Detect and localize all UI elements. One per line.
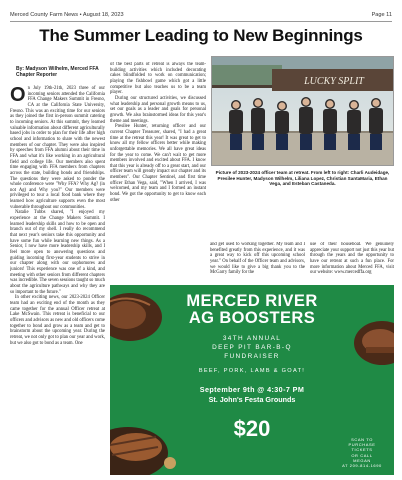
article-byline: By: Madyson Wilhelm, Merced FFA Chapter Reporter [16,66,99,78]
ad-sub-line-2: DEEP PIT BAR-B-Q [212,344,292,351]
page-header [10,10,392,20]
bbq-fundraiser-ad [110,285,394,475]
photo-illustration [212,57,394,166]
article-paragraph-7: and get used to working together. My team and I benefited greatly from this experience, and it was a great way to kick off this upcoming school year." On behalf of the Officer team and advisors, we would like to give a big thank you to the McGarry family for the [210,242,305,276]
article-paragraph-8: use of their houseboat. We genuinely appreciate your support not just this year but through the years and the opportunity to have our retreat at such a fun place. For more information about Merced FFA, visit our website: www.mercedffa.org [310,242,394,276]
ad-cta-line-1: SCAN TO [351,437,373,442]
ad-cta-line-3: TICKETS [351,447,373,453]
photo-sign-text: LUCKY SPLIT [304,76,364,87]
officer-team-photo [211,56,394,166]
ad-cta-line-2: PURCHASE [348,442,376,448]
ad-venue: St. John's Festa Grounds [208,395,296,404]
ad-price: $20 [233,416,271,441]
article-column-2 [110,62,206,240]
article-column-4 [310,242,394,282]
article-paragraph-4: of the best parts of retreat is always the team-building activities which included decorating cakes blindfolded to work on communication; playing the fishbowl game which got a little competitive but also teaches us to be a team player. [110,62,206,96]
article-column-1 [10,66,105,474]
header-divider [10,21,392,22]
article-column-3 [210,242,305,282]
ad-title-line-1: MERCED RIVER [186,292,318,310]
page-number: Page 11 [371,12,392,18]
ad-title-line-2: AG BOOSTERS [188,308,316,327]
publication-line: Merced County Farm News • August 18, 2023 [10,12,124,18]
ad-cta-line-5: AT 209-814-1690 [342,463,382,469]
article-paragraph-1 [10,86,105,210]
ad-sub-line-3: FUNDRAISER [224,353,280,360]
article-paragraph-2: Natalie Tubbs shared, "I enjoyed my experience at the Change Makers Summit. I learned leadership skills and how to be open and branch out of my shell. I really do recommend that next year's seniors take this opportunity and have some fun while learning new things. As a Senior, I now have more leadership skills, and I feel more open to answering questions and guiding incoming first-year students to strive in our chapter along with our sophomores and juniors! This experience was one of a kind, and meeting with other seniors from different chapters was incredible. The seven sessions taught so much about the agriculture pathways and why they are so important to the future." [10,210,105,295]
photo-caption: Picture of 2023-2024 officer team at retreat. From left to right: Charli Audeidage, Presilee Hunter, Madyson Wilhelm, Liliana Lopez, Christian SantaMaria, Ethan Vega, and Esteban Castaneda. [215,170,390,187]
drop-cap: O [10,84,26,106]
ad-date: September 9th @ 4:30-7 PM [199,385,305,394]
article-paragraph-3: In other exciting news, our 2023-2024 Officer team had an exciting end of the month as they came together for the annual Officer retreat at Lake McSwain. This retreat is beneficial to our officers and advisors as new and old officers come together to bond and grow as a team and get to brainstorm about the upcoming year. During the retreat, we not only got to plan our year and work, but we also got to bond as a team. One [10,295,105,346]
ad-sub-line-1: 34TH ANNUAL [222,335,282,342]
ad-menu-items: BEEF, PORK, LAMB & GOAT! [198,368,306,374]
ad-ticket-cta[interactable] [342,437,382,468]
article-paragraph-6: Presilee Hunter, returning officer and our current Chapter Treasurer, shared, "I had a great time at the retreat this year! It was great to get to know all my fellow officers better while making unforgettable memories. We all have great ideas for the year to come. We can't wait to get more members involved and excited about FFA. I know that this year is already off to a great start, and our officer team will greatly impact our chapter and its members". Our Chapter Sentinel, and first time officer Ethan Vega, said, "When I arrived, I was welcomed, and my team and I formed an instant bond. We got the opportunity to get to know each other [110,124,206,203]
ad-title [110,293,394,326]
article-paragraph-5: During our structured activities, we discussed what leadership and personal growth means to us, set our goals as a leader and goals for personal growth. We also brainstormed ideas for this year's theme and meetings. [110,95,206,124]
paragraph-1-text: n July 19th-21th, 2023 three of our incoming seniors attended the California FFA Change Makers Summit in Fresno, CA at the California State University, Fresno. This was an exciting time for our seniors as they joined the first in-person summit catering to incoming seniors. At this summit, they learned valuable information about different agriculturally based jobs in order to plan for their life after high school and information to share with the newest members of our chapter. They were also inspired by speeches from FFA alumni about their time in FFA and what it's like working in an agricultural field and college life. Our members also spent time engaging with FFA members from chapters across the state, building bonds and friendships. The questions they were asked to ponder the whole conference were "Why FFA? Why Ag? (in not Ag) and Why you?" Our members were privileged to tour a local food bank where they learned how agriculture supports even the most vulnerable throughout our communities. [10,86,105,210]
ad-cta-line-4: OR CALL MEGAN [351,452,373,463]
ad-event-name [110,334,394,361]
article-headline: The Summer Leading to New Beginnings [39,26,363,45]
